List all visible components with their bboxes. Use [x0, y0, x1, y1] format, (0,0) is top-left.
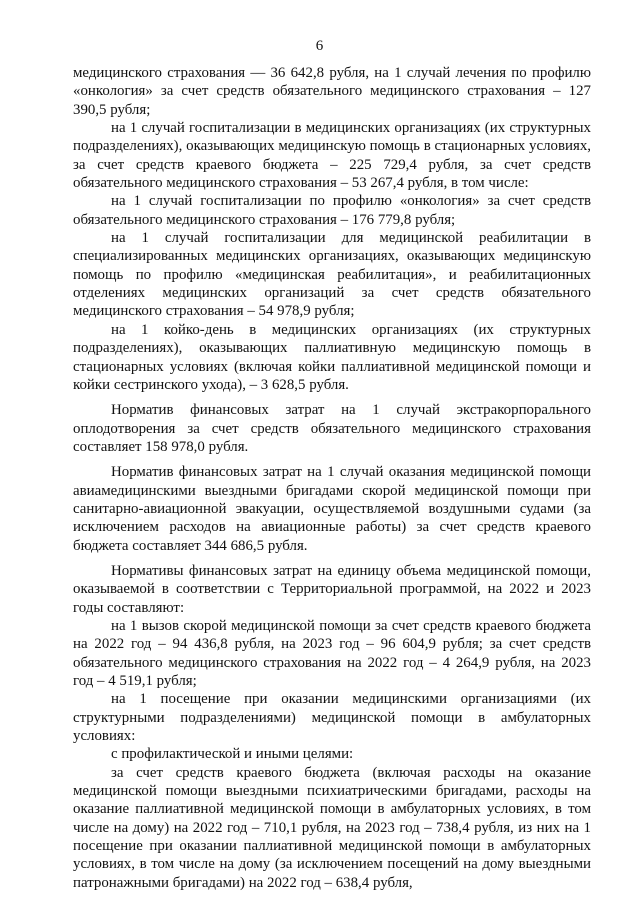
paragraph-eco: Норматив финансовых затрат на 1 случай экстракорпорального оплодотворения за счет средств обязательного медицинского страхования составляет 158 978,0 рубля. [73, 402, 591, 455]
paragraph-bed-day: на 1 койко-день в медицинских организациях (их структурных подразделениях), оказывающих паллиативную медицинскую помощь в стационарных условиях (включая койки паллиативной медицинской помощи и койки сестринского ухода), – 3 628,5 рубля. [73, 321, 591, 393]
paragraph-continuation: медицинского страхования — 36 642,8 рубля, на 1 случай лечения по профилю «онкология» за счет средств обязательного медицинского страхования – 127 390,5 рубля; [73, 65, 591, 118]
paragraph-hospitalization: на 1 случай госпитализации в медицинских организациях (их структурных подразделениях), оказывающих медицинскую помощь в стационарных условиях, за счет средств краевого бюджета – 225 729,4 рубля, за счет средств обязательного медицинского страхования – 53 267,4 рубля, в том числе: [73, 120, 591, 192]
paragraph-preventive: с профилактической и иными целями: [111, 746, 354, 763]
paragraph-regional-budget: за счет средств краевого бюджета (включая расходы на оказание медицинской помощи выездными психиатрическими бригадами, расходы на оказание паллиативной медицинской помощи в амбулаторных условиях, в том числе на дому) на 2022 год – 710,1 рубля, на 2023 год – 738,4 рубля, из них на 1 посещение при оказании паллиативной медицинской помощи в амбулаторных условиях, в том числе на дому (за исключением посещений на дому выездными патронажными бригадами) на 2022 год – 638,4 рубля, [73, 764, 591, 891]
paragraph-norms-2022-2023: Нормативы финансовых затрат на единицу объема медицинской помощи, оказываемой в соответствии с Территориальной программой, на 2022 и 2023 годы составляют: [73, 562, 591, 616]
paragraph-air-ambulance: Норматив финансовых затрат на 1 случай оказания медицинской помощи авиамедицинскими выездными бригадами скорой медицинской помощи при санитарно-авиационной эвакуации, осуществляемой воздушными судами (за исключением расходов на авиационные работы) за счет средств краевого бюджета составляет 344 686,5 рубля. [73, 464, 591, 554]
document-body [73, 64, 591, 892]
paragraph-oncology: на 1 случай госпитализации по профилю «онкология» за счет средств обязательного медицинского страхования – 176 779,8 рубля; [73, 193, 591, 228]
paragraph-ambulance-call: на 1 вызов скорой медицинской помощи за счет средств краевого бюджета на 2022 год – 94 436,8 рубля, на 2023 год – 96 604,9 рубля; за счет средств обязательного медицинского страхования на 2022 год – 4 264,9 рубля, на 2023 год – 4 519,1 рубля; [73, 617, 591, 689]
paragraph-rehabilitation: на 1 случай госпитализации для медицинской реабилитации в специализированных медицинских организациях, оказывающих медицинскую помощь по профилю «медицинская реабилитация», и реабилитационных отделениях медицинских организаций за счет средств обязательного медицинского страхования – 54 978,9 рубля; [73, 230, 591, 320]
paragraph-outpatient-visit: на 1 посещение при оказании медицинскими организациями (их структурными подразделениями) медицинской помощи в амбулаторных условиях: [73, 691, 591, 745]
page-number: 6 [315, 38, 324, 54]
